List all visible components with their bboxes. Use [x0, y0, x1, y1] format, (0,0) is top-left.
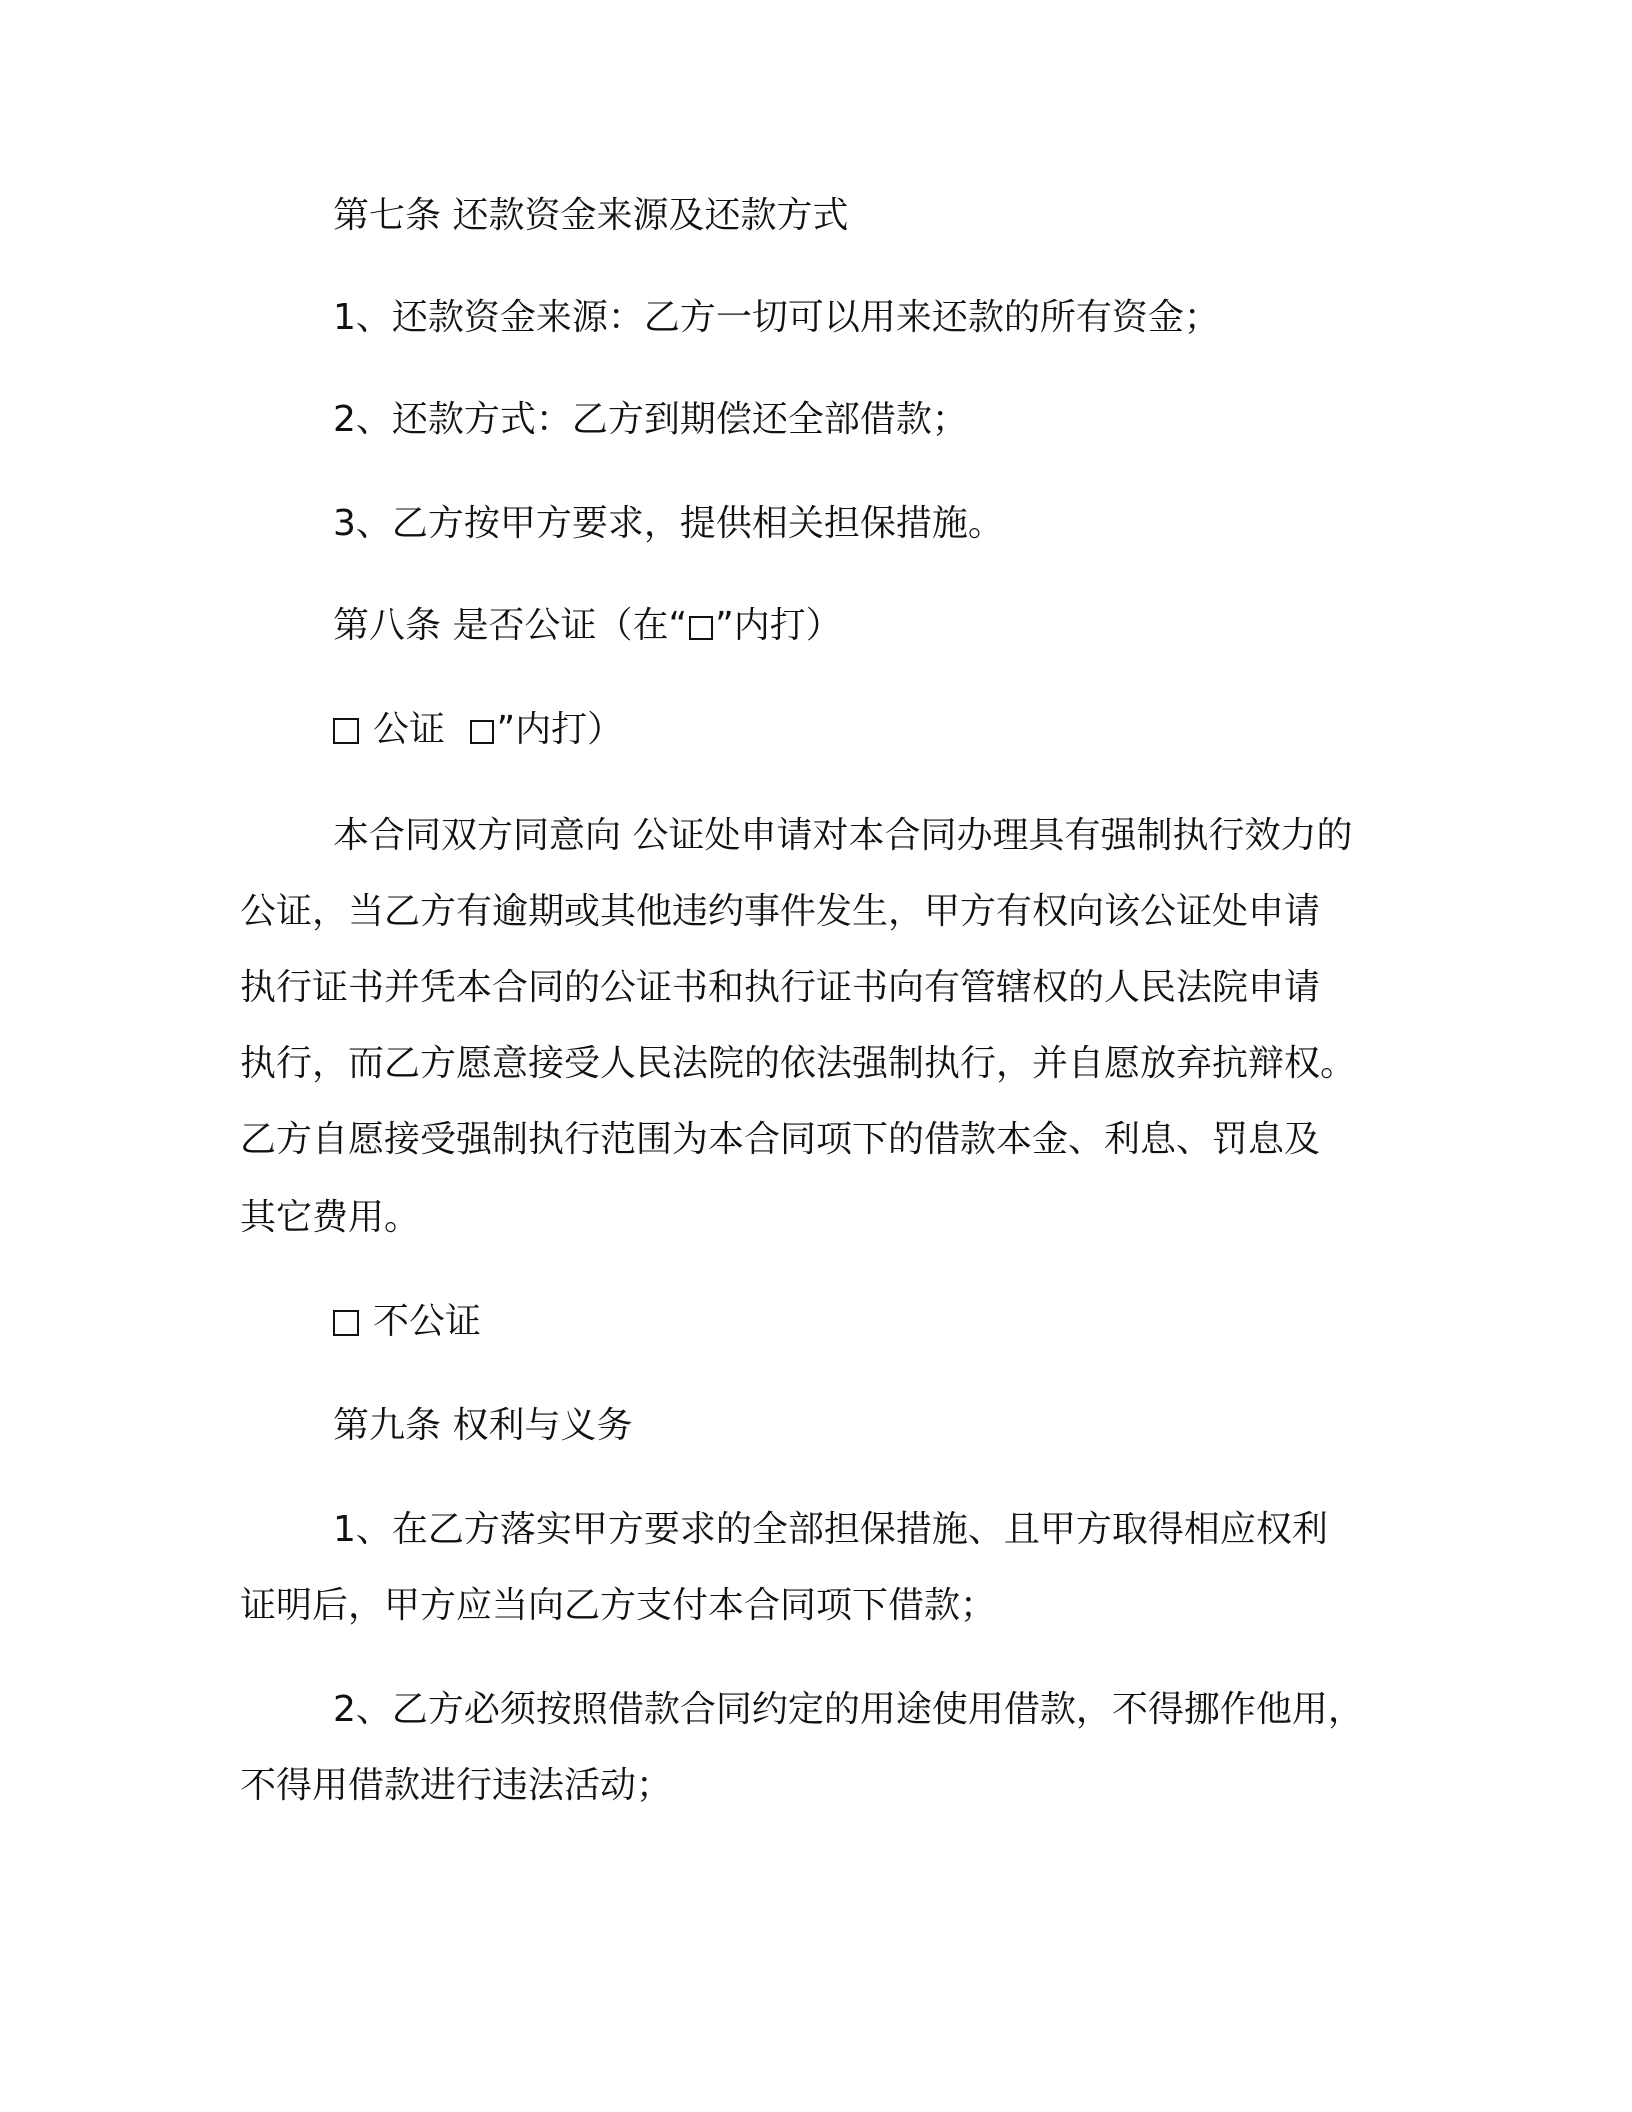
paragraph-line: 执行证书并凭本合同的公证书和执行证书向有管辖权的人民法院申请	[240, 967, 1321, 1008]
article-8-heading-prefix: 第八条 是否公证（在“	[333, 605, 688, 646]
paragraph-line: 其它费用。	[240, 1197, 421, 1238]
paragraph-line: 公证，当乙方有逾期或其他违约事件发生，甲方有权向该公证处申请	[240, 891, 1321, 932]
article-9-item-2-line: 不得用借款进行违法活动；	[240, 1765, 673, 1806]
checkbox-icon	[470, 720, 494, 744]
paragraph-line: 执行，而乙方愿意接受人民法院的依法强制执行，并自愿放弃抗辩权。	[240, 1043, 1357, 1084]
article-7-item-2: 2、还款方式：乙方到期偿还全部借款；	[333, 399, 968, 440]
article-9-item-2-line: 2、乙方必须按照借款合同约定的用途使用借款，不得挪作他用，	[333, 1689, 1364, 1730]
option-no-notarize-label: 不公证	[373, 1301, 482, 1342]
option-no-notarize	[333, 1300, 481, 1344]
article-8-heading	[333, 604, 842, 648]
article-8-heading-suffix: ”内打）	[715, 605, 842, 646]
article-7-item-1: 1、还款资金来源：乙方一切可以用来还款的所有资金；	[333, 297, 1220, 338]
notarize-checkbox[interactable]	[333, 718, 359, 744]
option-notarize-label: 公证	[373, 709, 446, 750]
option-notarize	[333, 708, 623, 752]
no-notarize-checkbox[interactable]	[333, 1310, 359, 1336]
article-9-item-1-line: 证明后，甲方应当向乙方支付本合同项下借款；	[240, 1585, 997, 1626]
article-9-item-1-line: 1、在乙方落实甲方要求的全部担保措施、且甲方取得相应权利	[333, 1509, 1328, 1550]
paragraph-line: 本合同双方同意向 公证处申请对本合同办理具有强制执行效力的	[333, 815, 1353, 856]
article-7-item-3: 3、乙方按甲方要求，提供相关担保措施。	[333, 503, 1004, 544]
checkbox-icon	[689, 616, 713, 640]
article-9-heading: 第九条 权利与义务	[333, 1405, 633, 1446]
article-7-heading: 第七条 还款资金来源及还款方式	[333, 195, 849, 236]
option-notarize-suffix: ”内打）	[496, 709, 624, 750]
paragraph-line: 乙方自愿接受强制执行范围为本合同项下的借款本金、利息、罚息及	[240, 1119, 1321, 1160]
